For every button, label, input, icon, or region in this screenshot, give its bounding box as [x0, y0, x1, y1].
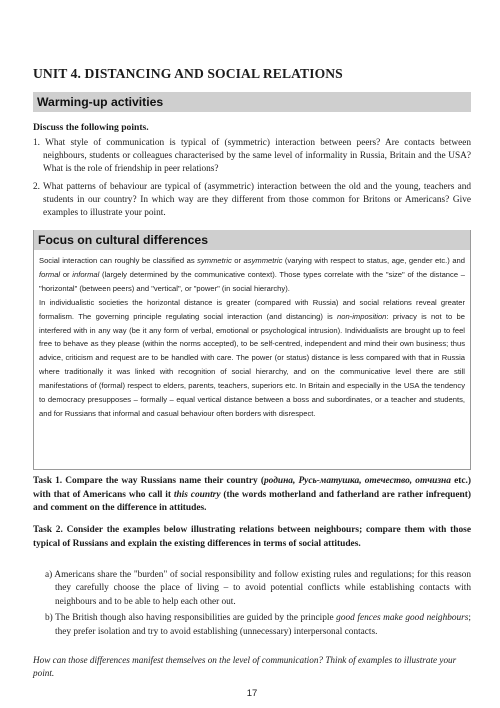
cultural-differences-text	[34, 250, 470, 421]
discussion-point: 2. What patterns of behaviour are typical of (asymmetric) interaction between the old and the young, teachers and students in our country? In which way are they different from those common for Britons or Americans? Give examples to illustrate your point.	[33, 181, 471, 219]
discussion-point: 1. What style of communication is typical of (symmetric) interaction between peers? Are contacts between neighbours, students or colleagues characterised by the same level of informality in Russia, Britain and the USA? What is the role of friendship in peer relations?	[33, 138, 471, 175]
task-1: Task 1. Compare the way Russians name their country (родина, Русь-матушка, отечество, отчизна etc.) with that of Americans who call it this country (the words motherland and fatherland are rather infrequent) and comment on the difference in attitudes.	[33, 476, 471, 514]
warming-up-heading: Warming-up activities	[33, 92, 471, 112]
task-2: Task 2. Consider the examples below illustrating relations between neighbours; compare them with those typical of Russians and explain the existing differences in terms of social attitudes.	[33, 525, 471, 549]
cultural-differences-box	[33, 230, 471, 470]
unit-title: UNIT 4. DISTANCING AND SOCIAL RELATIONS	[33, 66, 343, 81]
page-number: 17	[246, 688, 258, 699]
cultural-paragraph-1: Social interaction can roughly be classified as symmetric or asymmetric (varying with respect to status, age, gender etc.) and formal or informal (largely determined by the communicative context). Those types correlate with the "size" of the distance – "horizontal" (between peers) and "vertical", or "power" (in social hierarchy).	[39, 256, 465, 293]
closing-question: How can those differences manifest themselves on the level of communication? Think of examples to illustrate your point.	[33, 655, 457, 679]
cultural-paragraph-2: In individualistic societies the horizontal distance is greater (compared with Russia) and social relations reveal greater formalism. The governing principle regulating social interaction (and distancing) is non-imposition: privacy is not to be interfered with in any way (be it any form of verbal, emotional or psychological intrusion). Individualists are brought up to feel free to behave as they please (within the norms accepted), to be self-centred, independent and mind their own business; thus advice, criticism and request are to be handled with care. The power (or status) distance is less compared with that in Russia where traditionally it was linked with recognition of social hierarchy, and on the communicative level there are still manifestations of (formal) respect to elders, parents, teachers, superiors etc. In Britain and especially in the USA the tendency to democracy presupposes – formally – equal vertical distance between a boss and subordinates, or a teacher and students, and for Russians that informal and casual behaviour often borders with disrespect.	[39, 297, 465, 418]
task-2-examples	[45, 569, 471, 642]
example-item-a: a) Americans share the "burden" of social responsibility and follow existing rules and regulations; for this reason they carefully choose the place of living – to avoid potential conflicts while establishing contacts with neighbours and to be able to help each other out.	[45, 570, 471, 607]
discuss-prompt: Discuss the following points.	[33, 122, 149, 133]
cultural-differences-heading: Focus on cultural differences	[34, 230, 470, 250]
discussion-points	[33, 137, 471, 224]
example-item-b: b) The British though also having responsibilities are guided by the principle good fences make good neighbours; they prefer isolation and try to avoid establishing (unnecessary) interpersonal contacts.	[45, 613, 471, 637]
